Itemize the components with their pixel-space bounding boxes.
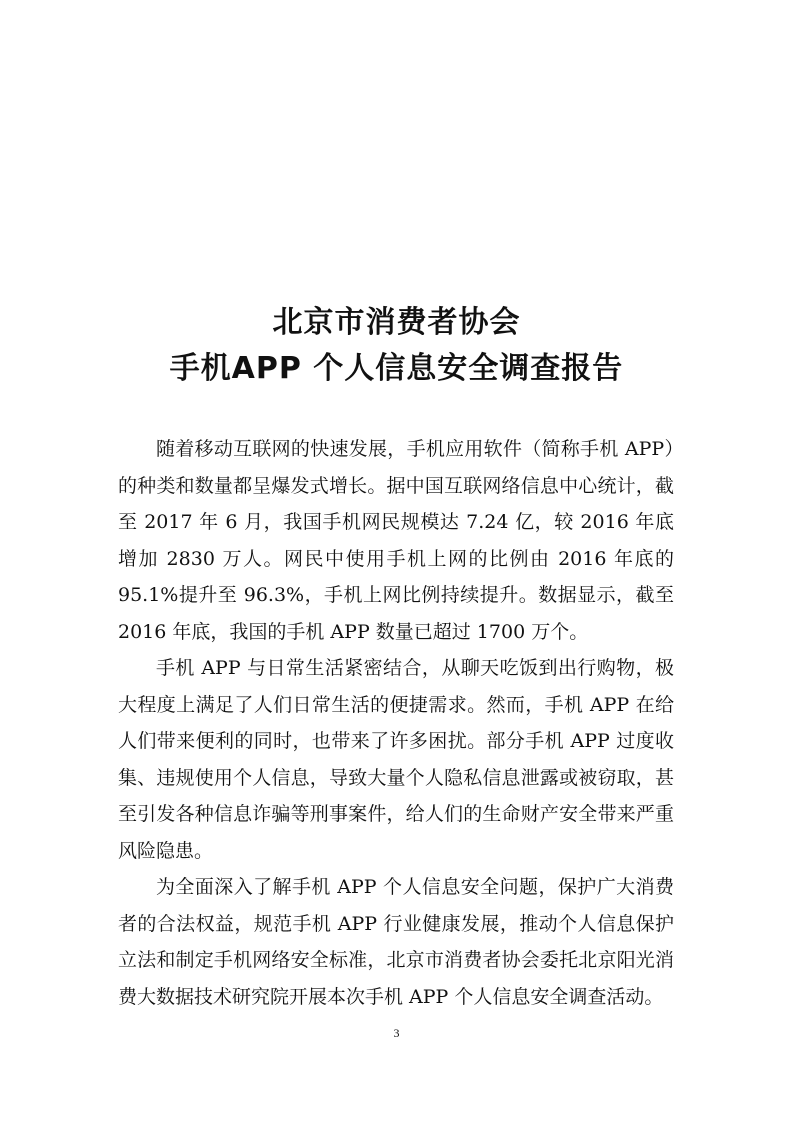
paragraph-purpose: 为全面深入了解手机 APP 个人信息安全问题，保护广大消费者的合法权益，规范手机 APP 行业健康发展，推动个人信息保护立法和制定手机网络安全标准，北京市消费者协会委托北京阳光消费大数据技术研究院开展本次手机 APP 个人信息安全调查活动。 (118, 876, 674, 1008)
title-organization: 北京市消费者协会 (272, 305, 521, 340)
paragraph-background: 随着移动互联网的快速发展，手机应用软件（简称手机 APP）的种类和数量都呈爆发式增长。据中国互联网络信息中心统计，截至 2017 年 6 月，我国手机网民规模达 7.24 亿，较 2016 年底增加 2830 万人。网民中使用手机上网的比例由 2016 年底的 95.1%提升至 96.3%，手机上网比例持续提升。数据显示，截至 2016 年底，我国的手机 APP 数量已超过 1700 万个。 (118, 438, 674, 643)
paragraph-problems: 手机 APP 与日常生活紧密结合，从聊天吃饭到出行购物，极大程度上满足了人们日常生活的便捷需求。然而，手机 APP 在给人们带来便利的同时，也带来了许多困扰。部分手机 APP 过度收集、违规使用个人信息，导致大量个人隐私信息泄露或被窃取，甚至引发各种信息诈骗等刑事案件，给人们的生命财产安全带来严重风险隐患。 (118, 657, 674, 862)
body-text (118, 431, 674, 1015)
title-report-name: 手机APP 个人信息安全调查报告 (169, 351, 624, 386)
report-title (0, 300, 793, 392)
page-number: 3 (393, 1026, 400, 1040)
